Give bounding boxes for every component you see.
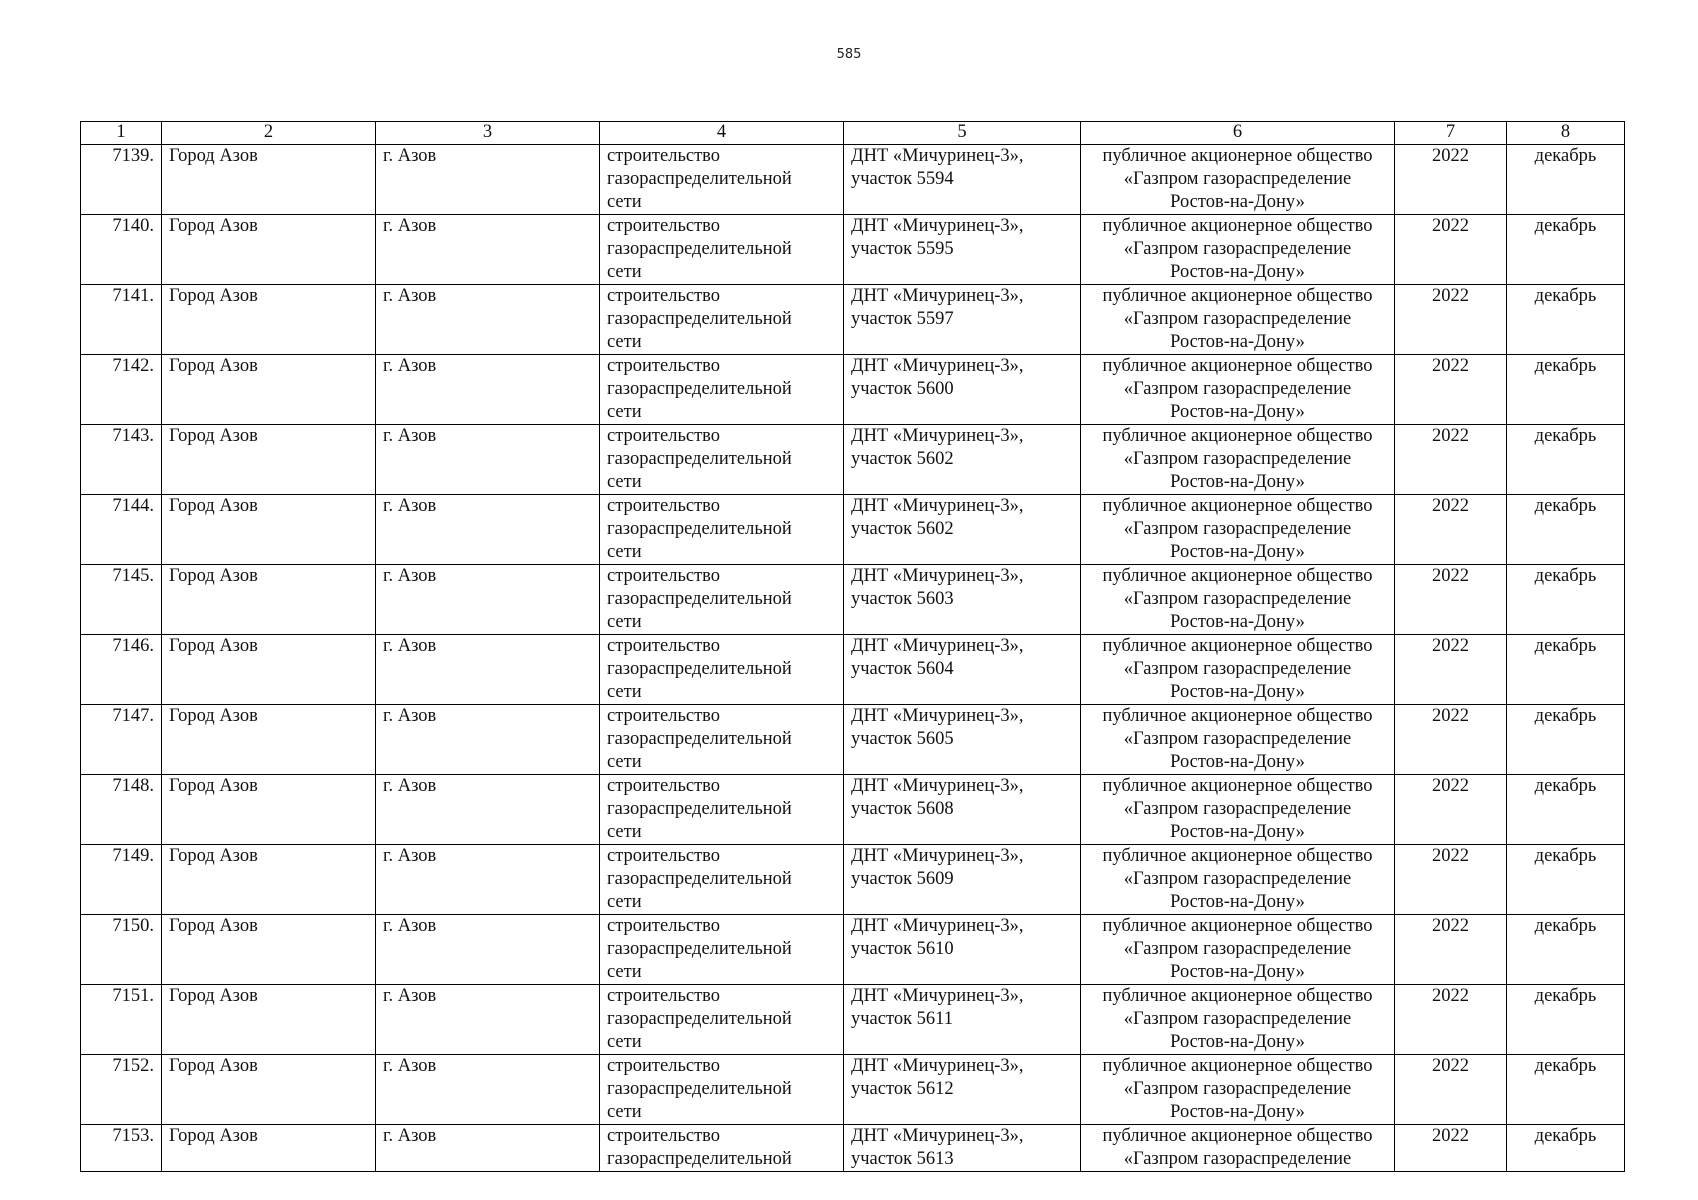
cell-work-type	[600, 145, 844, 215]
cell-work-type	[600, 215, 844, 285]
table-row	[81, 845, 1625, 915]
cell-address-line: ДНТ «Мичуринец-3»,	[851, 496, 1024, 516]
cell-municipality: Город Азов	[162, 215, 376, 285]
cell-municipality: Город Азов	[162, 1055, 376, 1125]
cell-settlement: г. Азов	[376, 1055, 600, 1125]
cell-operator-line: «Газпром газораспределение	[1123, 379, 1352, 399]
cell-address	[844, 915, 1081, 985]
cell-address-line: участок 5602	[851, 519, 954, 539]
cell-work-type-line: газораспределительной	[607, 799, 792, 819]
cell-year: 2022	[1395, 565, 1507, 635]
cell-work-type-line: сети	[607, 542, 642, 562]
column-header-4: 4	[600, 122, 844, 145]
cell-year: 2022	[1395, 215, 1507, 285]
cell-address-line: участок 5597	[851, 309, 954, 329]
cell-address-line: участок 5600	[851, 379, 954, 399]
cell-month: декабрь	[1507, 355, 1625, 425]
table-row	[81, 145, 1625, 215]
cell-number: 7143.	[81, 425, 162, 495]
cell-work-type-line: сети	[607, 752, 642, 772]
cell-settlement: г. Азов	[376, 425, 600, 495]
cell-settlement: г. Азов	[376, 775, 600, 845]
cell-work-type	[600, 985, 844, 1055]
column-header-8: 8	[1507, 122, 1625, 145]
cell-address	[844, 425, 1081, 495]
cell-operator-line: «Газпром газораспределение	[1123, 1149, 1352, 1169]
cell-month: декабрь	[1507, 285, 1625, 355]
cell-operator	[1081, 775, 1395, 845]
cell-year: 2022	[1395, 705, 1507, 775]
cell-work-type-line: строительство	[607, 846, 721, 866]
cell-work-type	[600, 635, 844, 705]
cell-address	[844, 145, 1081, 215]
cell-work-type-line: газораспределительной	[607, 169, 792, 189]
cell-settlement: г. Азов	[376, 1125, 600, 1172]
cell-operator-line: публичное акционерное общество	[1102, 496, 1373, 516]
cell-month: декабрь	[1507, 425, 1625, 495]
column-header-1: 1	[81, 122, 162, 145]
cell-month: декабрь	[1507, 705, 1625, 775]
cell-settlement: г. Азов	[376, 145, 600, 215]
cell-year: 2022	[1395, 495, 1507, 565]
table-row	[81, 915, 1625, 985]
cell-year: 2022	[1395, 145, 1507, 215]
table-row	[81, 635, 1625, 705]
cell-operator-line: публичное акционерное общество	[1102, 286, 1373, 306]
cell-operator	[1081, 215, 1395, 285]
cell-operator-line: публичное акционерное общество	[1102, 1126, 1373, 1146]
table-row	[81, 355, 1625, 425]
cell-operator-line: «Газпром газораспределение	[1123, 449, 1352, 469]
cell-work-type	[600, 285, 844, 355]
cell-operator-line: публичное акционерное общество	[1102, 566, 1373, 586]
cell-work-type-line: сети	[607, 1102, 642, 1122]
cell-work-type-line: газораспределительной	[607, 1149, 792, 1169]
cell-year: 2022	[1395, 775, 1507, 845]
cell-operator-line: Ростов-на-Дону»	[1170, 682, 1305, 702]
cell-month: декабрь	[1507, 775, 1625, 845]
cell-operator-line: Ростов-на-Дону»	[1170, 472, 1305, 492]
cell-work-type-line: строительство	[607, 1056, 721, 1076]
cell-work-type	[600, 565, 844, 635]
cell-month: декабрь	[1507, 635, 1625, 705]
cell-operator-line: «Газпром газораспределение	[1123, 309, 1352, 329]
cell-settlement: г. Азов	[376, 985, 600, 1055]
cell-address	[844, 355, 1081, 425]
cell-work-type-line: газораспределительной	[607, 869, 792, 889]
cell-municipality: Город Азов	[162, 425, 376, 495]
cell-address	[844, 215, 1081, 285]
cell-operator-line: Ростов-на-Дону»	[1170, 1102, 1305, 1122]
cell-work-type-line: строительство	[607, 496, 721, 516]
cell-work-type-line: газораспределительной	[607, 379, 792, 399]
cell-work-type-line: строительство	[607, 706, 721, 726]
cell-operator-line: Ростов-на-Дону»	[1170, 892, 1305, 912]
column-header-3: 3	[376, 122, 600, 145]
cell-work-type-line: сети	[607, 682, 642, 702]
cell-work-type	[600, 495, 844, 565]
cell-operator-line: «Газпром газораспределение	[1123, 169, 1352, 189]
column-header-7: 7	[1395, 122, 1507, 145]
cell-work-type	[600, 425, 844, 495]
cell-municipality: Город Азов	[162, 985, 376, 1055]
table-row	[81, 985, 1625, 1055]
cell-work-type	[600, 705, 844, 775]
cell-operator	[1081, 425, 1395, 495]
table-row	[81, 425, 1625, 495]
cell-number: 7145.	[81, 565, 162, 635]
cell-month: декабрь	[1507, 565, 1625, 635]
cell-operator-line: Ростов-на-Дону»	[1170, 262, 1305, 282]
cell-year: 2022	[1395, 635, 1507, 705]
cell-operator	[1081, 705, 1395, 775]
cell-address-line: ДНТ «Мичуринец-3»,	[851, 146, 1024, 166]
cell-work-type-line: сети	[607, 612, 642, 632]
cell-address-line: ДНТ «Мичуринец-3»,	[851, 566, 1024, 586]
cell-address	[844, 845, 1081, 915]
cell-municipality: Город Азов	[162, 565, 376, 635]
table-row	[81, 705, 1625, 775]
cell-operator-line: публичное акционерное общество	[1102, 986, 1373, 1006]
cell-address	[844, 775, 1081, 845]
cell-operator-line: публичное акционерное общество	[1102, 216, 1373, 236]
cell-year: 2022	[1395, 425, 1507, 495]
cell-operator	[1081, 845, 1395, 915]
cell-address-line: участок 5609	[851, 869, 954, 889]
cell-address-line: участок 5605	[851, 729, 954, 749]
cell-address	[844, 985, 1081, 1055]
cell-operator-line: «Газпром газораспределение	[1123, 589, 1352, 609]
cell-address-line: участок 5612	[851, 1079, 954, 1099]
cell-number: 7150.	[81, 915, 162, 985]
cell-address-line: ДНТ «Мичуринец-3»,	[851, 706, 1024, 726]
cell-work-type-line: сети	[607, 402, 642, 422]
cell-work-type-line: газораспределительной	[607, 1079, 792, 1099]
cell-municipality: Город Азов	[162, 1125, 376, 1172]
cell-operator	[1081, 565, 1395, 635]
cell-address-line: ДНТ «Мичуринец-3»,	[851, 426, 1024, 446]
cell-operator-line: «Газпром газораспределение	[1123, 799, 1352, 819]
cell-operator-line: Ростов-на-Дону»	[1170, 192, 1305, 212]
cell-municipality: Город Азов	[162, 285, 376, 355]
cell-address	[844, 635, 1081, 705]
cell-number: 7148.	[81, 775, 162, 845]
cell-year: 2022	[1395, 355, 1507, 425]
cell-municipality: Город Азов	[162, 775, 376, 845]
cell-number: 7152.	[81, 1055, 162, 1125]
cell-operator	[1081, 1125, 1395, 1172]
cell-month: декабрь	[1507, 145, 1625, 215]
cell-address-line: участок 5613	[851, 1149, 954, 1169]
cell-settlement: г. Азов	[376, 285, 600, 355]
cell-address	[844, 565, 1081, 635]
cell-number: 7140.	[81, 215, 162, 285]
cell-year: 2022	[1395, 1125, 1507, 1172]
table-header	[81, 122, 1625, 145]
cell-work-type	[600, 1055, 844, 1125]
cell-operator-line: публичное акционерное общество	[1102, 846, 1373, 866]
cell-municipality: Город Азов	[162, 355, 376, 425]
table-row	[81, 285, 1625, 355]
cell-operator	[1081, 915, 1395, 985]
cell-address-line: ДНТ «Мичуринец-3»,	[851, 286, 1024, 306]
cell-number: 7139.	[81, 145, 162, 215]
cell-operator-line: «Газпром газораспределение	[1123, 729, 1352, 749]
cell-address-line: участок 5602	[851, 449, 954, 469]
table-row	[81, 1125, 1625, 1172]
cell-work-type-line: строительство	[607, 776, 721, 796]
cell-address-line: ДНТ «Мичуринец-3»,	[851, 916, 1024, 936]
cell-work-type-line: газораспределительной	[607, 589, 792, 609]
cell-work-type-line: газораспределительной	[607, 1009, 792, 1029]
cell-work-type-line: газораспределительной	[607, 729, 792, 749]
cell-work-type-line: газораспределительной	[607, 449, 792, 469]
cell-month: декабрь	[1507, 845, 1625, 915]
cell-work-type-line: строительство	[607, 916, 721, 936]
table-row	[81, 565, 1625, 635]
cell-address-line: ДНТ «Мичуринец-3»,	[851, 636, 1024, 656]
cell-address	[844, 1055, 1081, 1125]
cell-year: 2022	[1395, 915, 1507, 985]
cell-month: декабрь	[1507, 1055, 1625, 1125]
cell-work-type-line: строительство	[607, 566, 721, 586]
table-row	[81, 495, 1625, 565]
register-table	[80, 121, 1625, 1172]
cell-work-type	[600, 915, 844, 985]
cell-work-type-line: сети	[607, 262, 642, 282]
cell-number: 7147.	[81, 705, 162, 775]
cell-operator-line: Ростов-на-Дону»	[1170, 1032, 1305, 1052]
cell-operator	[1081, 635, 1395, 705]
cell-operator	[1081, 145, 1395, 215]
cell-month: декабрь	[1507, 915, 1625, 985]
cell-settlement: г. Азов	[376, 495, 600, 565]
cell-year: 2022	[1395, 1055, 1507, 1125]
table-row	[81, 775, 1625, 845]
cell-municipality: Город Азов	[162, 145, 376, 215]
cell-address-line: ДНТ «Мичуринец-3»,	[851, 776, 1024, 796]
table-body	[81, 145, 1625, 1172]
cell-work-type-line: строительство	[607, 426, 721, 446]
cell-address	[844, 495, 1081, 565]
column-header-2: 2	[162, 122, 376, 145]
table-row	[81, 215, 1625, 285]
cell-settlement: г. Азов	[376, 705, 600, 775]
cell-operator-line: публичное акционерное общество	[1102, 636, 1373, 656]
cell-operator-line: «Газпром газораспределение	[1123, 519, 1352, 539]
cell-work-type-line: сети	[607, 1032, 642, 1052]
cell-operator	[1081, 985, 1395, 1055]
cell-address-line: участок 5610	[851, 939, 954, 959]
cell-settlement: г. Азов	[376, 635, 600, 705]
cell-operator-line: «Газпром газораспределение	[1123, 1009, 1352, 1029]
cell-number: 7153.	[81, 1125, 162, 1172]
cell-number: 7146.	[81, 635, 162, 705]
cell-operator-line: публичное акционерное общество	[1102, 356, 1373, 376]
cell-address-line: ДНТ «Мичуринец-3»,	[851, 356, 1024, 376]
cell-work-type	[600, 775, 844, 845]
cell-work-type-line: газораспределительной	[607, 519, 792, 539]
cell-number: 7141.	[81, 285, 162, 355]
page-number: 585	[836, 47, 862, 62]
cell-month: декабрь	[1507, 1125, 1625, 1172]
cell-operator-line: публичное акционерное общество	[1102, 1056, 1373, 1076]
cell-operator-line: Ростов-на-Дону»	[1170, 962, 1305, 982]
cell-operator	[1081, 495, 1395, 565]
cell-address-line: участок 5611	[851, 1009, 953, 1029]
cell-work-type-line: строительство	[607, 356, 721, 376]
cell-work-type-line: сети	[607, 962, 642, 982]
cell-work-type	[600, 355, 844, 425]
cell-address	[844, 285, 1081, 355]
cell-work-type-line: газораспределительной	[607, 239, 792, 259]
cell-work-type	[600, 845, 844, 915]
cell-month: декабрь	[1507, 985, 1625, 1055]
cell-operator-line: Ростов-на-Дону»	[1170, 612, 1305, 632]
cell-operator-line: Ростов-на-Дону»	[1170, 752, 1305, 772]
cell-operator-line: «Газпром газораспределение	[1123, 239, 1352, 259]
cell-address-line: ДНТ «Мичуринец-3»,	[851, 986, 1024, 1006]
cell-work-type-line: строительство	[607, 636, 721, 656]
cell-settlement: г. Азов	[376, 845, 600, 915]
cell-work-type-line: газораспределительной	[607, 309, 792, 329]
cell-work-type	[600, 1125, 844, 1172]
cell-municipality: Город Азов	[162, 705, 376, 775]
cell-work-type-line: газораспределительной	[607, 659, 792, 679]
cell-operator-line: Ростов-на-Дону»	[1170, 542, 1305, 562]
cell-work-type-line: строительство	[607, 216, 721, 236]
cell-year: 2022	[1395, 845, 1507, 915]
cell-operator-line: «Газпром газораспределение	[1123, 659, 1352, 679]
header-row	[81, 122, 1625, 145]
cell-work-type-line: строительство	[607, 986, 721, 1006]
cell-municipality: Город Азов	[162, 845, 376, 915]
cell-number: 7142.	[81, 355, 162, 425]
cell-work-type-line: сети	[607, 892, 642, 912]
cell-number: 7151.	[81, 985, 162, 1055]
column-header-5: 5	[844, 122, 1081, 145]
cell-address-line: участок 5608	[851, 799, 954, 819]
cell-address-line: участок 5604	[851, 659, 954, 679]
cell-settlement: г. Азов	[376, 215, 600, 285]
cell-operator	[1081, 285, 1395, 355]
cell-municipality: Город Азов	[162, 495, 376, 565]
cell-work-type-line: сети	[607, 192, 642, 212]
cell-operator-line: Ростов-на-Дону»	[1170, 402, 1305, 422]
cell-settlement: г. Азов	[376, 565, 600, 635]
cell-operator-line: публичное акционерное общество	[1102, 706, 1373, 726]
cell-address-line: ДНТ «Мичуринец-3»,	[851, 216, 1024, 236]
cell-number: 7144.	[81, 495, 162, 565]
cell-work-type-line: сети	[607, 332, 642, 352]
cell-number: 7149.	[81, 845, 162, 915]
table-row	[81, 1055, 1625, 1125]
cell-operator-line: «Газпром газораспределение	[1123, 1079, 1352, 1099]
cell-operator-line: публичное акционерное общество	[1102, 776, 1373, 796]
cell-work-type-line: газораспределительной	[607, 939, 792, 959]
cell-work-type-line: сети	[607, 822, 642, 842]
cell-work-type-line: строительство	[607, 286, 721, 306]
cell-work-type-line: сети	[607, 472, 642, 492]
cell-settlement: г. Азов	[376, 915, 600, 985]
cell-operator-line: публичное акционерное общество	[1102, 146, 1373, 166]
cell-work-type-line: строительство	[607, 1126, 721, 1146]
cell-address	[844, 705, 1081, 775]
cell-month: декабрь	[1507, 215, 1625, 285]
cell-municipality: Город Азов	[162, 915, 376, 985]
cell-municipality: Город Азов	[162, 635, 376, 705]
cell-operator-line: «Газпром газораспределение	[1123, 869, 1352, 889]
cell-address	[844, 1125, 1081, 1172]
cell-address-line: участок 5594	[851, 169, 954, 189]
cell-settlement: г. Азов	[376, 355, 600, 425]
column-header-6: 6	[1081, 122, 1395, 145]
cell-year: 2022	[1395, 285, 1507, 355]
cell-year: 2022	[1395, 985, 1507, 1055]
cell-month: декабрь	[1507, 495, 1625, 565]
cell-operator-line: публичное акционерное общество	[1102, 426, 1373, 446]
cell-operator-line: Ростов-на-Дону»	[1170, 822, 1305, 842]
cell-address-line: участок 5595	[851, 239, 954, 259]
cell-operator	[1081, 1055, 1395, 1125]
cell-address-line: ДНТ «Мичуринец-3»,	[851, 1126, 1024, 1146]
cell-operator-line: «Газпром газораспределение	[1123, 939, 1352, 959]
cell-operator-line: Ростов-на-Дону»	[1170, 332, 1305, 352]
cell-address-line: ДНТ «Мичуринец-3»,	[851, 846, 1024, 866]
cell-operator-line: публичное акционерное общество	[1102, 916, 1373, 936]
cell-address-line: участок 5603	[851, 589, 954, 609]
cell-work-type-line: строительство	[607, 146, 721, 166]
cell-operator	[1081, 355, 1395, 425]
cell-address-line: ДНТ «Мичуринец-3»,	[851, 1056, 1024, 1076]
